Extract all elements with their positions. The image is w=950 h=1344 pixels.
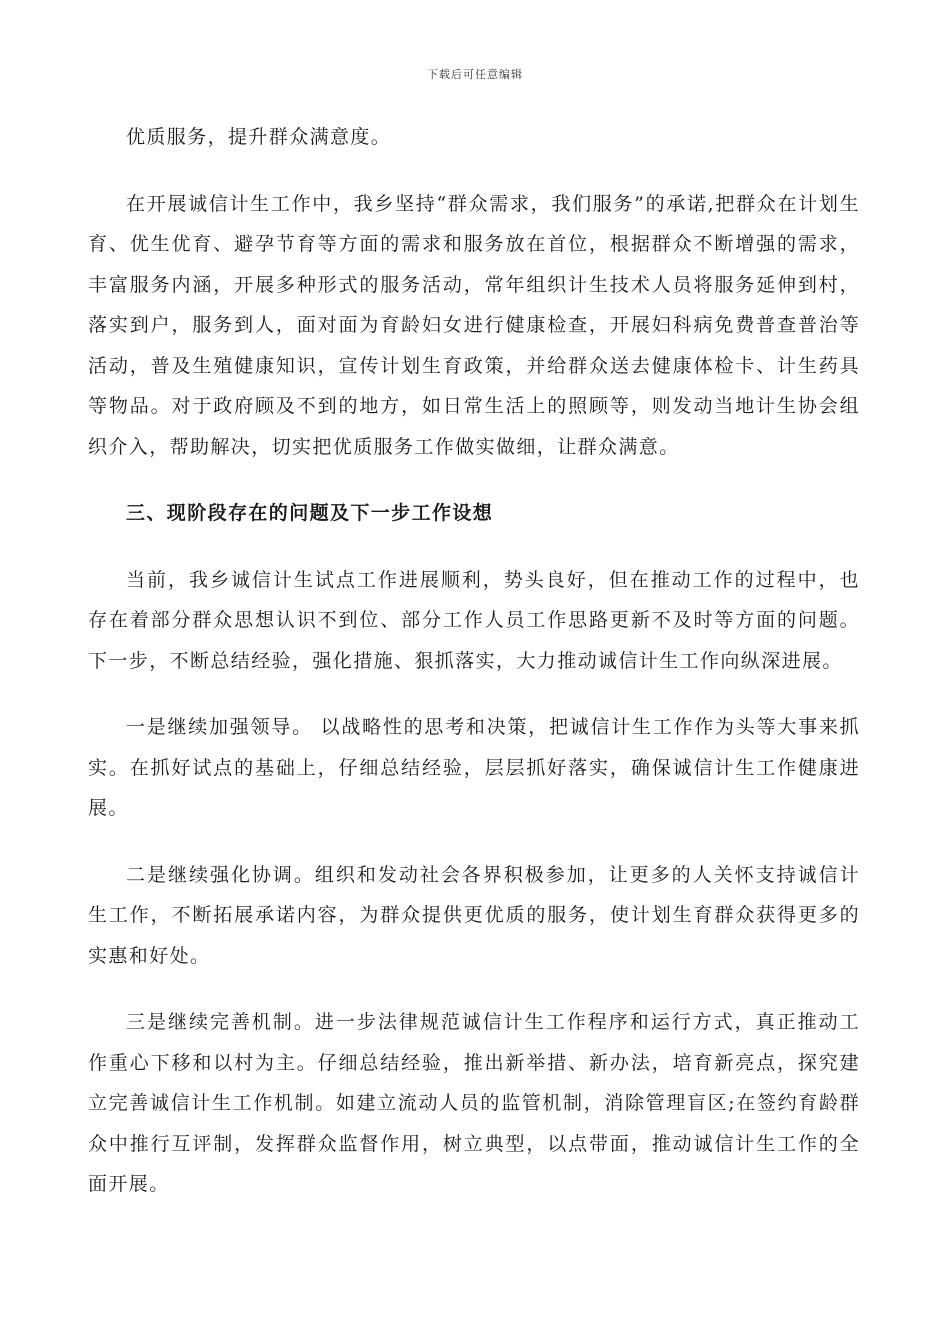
paragraph-mechanism: 三是继续完善机制。进一步法律规范诚信计生工作程序和运行方式，真正推动工作重心下移和以村为主。仔细总结经验，推出新举措、新办法，培育新亮点，探究建立完善诚信计生工作机制。如建立流动人员的监管机制，消除管理盲区;在签约育龄群众中推行互评制，发挥群众监督作用，树立典型，以点带面，推动诚信计生工作的全面开展。 bbox=[88, 1011, 860, 1195]
paragraph-leadership: 一是继续加强领导。 以战略性的思考和决策，把诚信计生工作作为头等大事来抓实。在抓好试点的基础上，仔细总结经验，层层抓好落实，确保诚信计生工作健康进展。 bbox=[88, 716, 860, 819]
document-body bbox=[88, 117, 860, 1231]
paragraph-coordination: 二是继续强化协调。组织和发动社会各界积极参加，让更多的人关怀支持诚信计生工作，不断拓展承诺内容，为群众提供更优质的服务，使计划生育群众获得更多的实惠和好处。 bbox=[88, 863, 860, 967]
paragraph-service-satisfaction: 优质服务，提升群众满意度。 bbox=[126, 126, 392, 148]
section-heading-problems: 三、现阶段存在的问题及下一步工作设想 bbox=[126, 502, 494, 524]
paragraph-current-status: 当前，我乡诚信计生试点工作进展顺利，势头良好，但在推动工作的过程中，也存在着部分群众思想认识不到位、部分工作人员工作思路更新不及时等方面的问题。下一步，不断总结经验，强化措施、狠抓落实，大力推动诚信计生工作向纵深进展。 bbox=[88, 568, 860, 672]
page-header-note: 下载后可任意编辑 bbox=[427, 68, 523, 81]
paragraph-service-work: 在开展诚信计生工作中，我乡坚持“群众需求，我们服务”的承诺,把群众在计划生育、优生优育、避孕节育等方面的需求和服务放在首位，根据群众不断增强的需求，丰富服务内涵，开展多种形式的服务活动，常年组织计生技术人员将服务延伸到村，落实到户，服务到人，面对面为育龄妇女进行健康检查，开展妇科病免费普查普治等活动，普及生殖健康知识，宣传计划生育政策，并给群众送去健康体检卡、计生药具等物品。对于政府顾及不到的地方，如日常生活上的照顾等，则发动当地计生协会组织介入，帮助解决，切实把优质服务工作做实做细，让群众满意。 bbox=[88, 192, 860, 458]
